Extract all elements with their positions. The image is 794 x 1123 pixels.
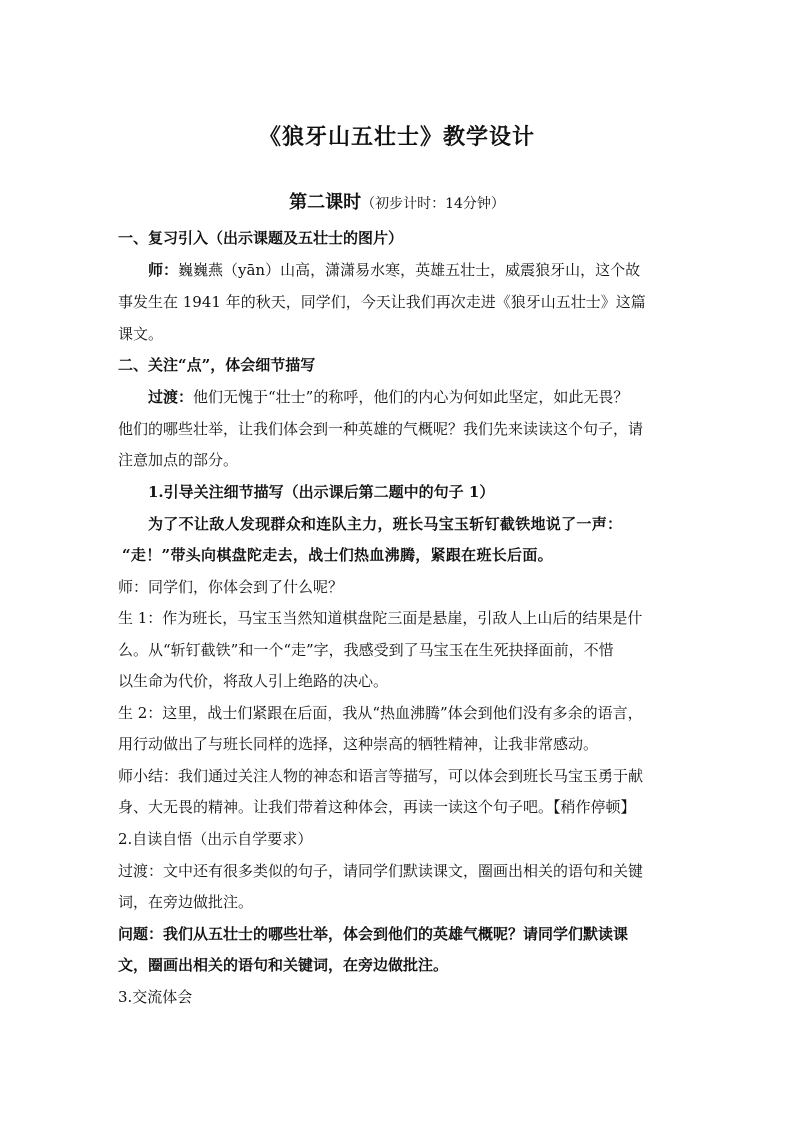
lesson-heading — [0, 188, 794, 214]
paragraph-line — [148, 260, 708, 280]
paragraph-line: 事发生在 1941 年的秋天，同学们，今天让我们再次走进《狼牙山五壮士》这篇 — [118, 293, 646, 311]
student2-answer-line: 生 2：这里，战士们紧跟在后面，我从“热血沸腾”体会到他们没有多余的语言， — [118, 704, 643, 722]
paragraph-text: 巍巍燕（yān）山高，潇潇易水寒，英雄五壮士，威震狼牙山，这个故 — [178, 261, 641, 279]
section-heading-details: 二、关注“点”，体会细节描写 — [118, 356, 316, 374]
teacher-question: 师：同学们，你体会到了什么呢？ — [118, 578, 344, 596]
section-heading-review: 一、复习引入（出示课题及五壮士的图片） — [118, 229, 404, 247]
speaker-label: 师： — [148, 261, 179, 279]
quote-line: 为了不让敌人发现群众和连队主力，班长马宝玉斩钉截铁地说了一声： — [148, 515, 623, 533]
transition-label: 过渡： — [148, 388, 194, 406]
teacher-summary-line: 身、大无畏的精神。让我们带着这种体会，再读一读这个句子吧。【稍作停顿】 — [118, 798, 636, 816]
paragraph-line: 注意加点的部分。 — [118, 451, 239, 469]
document-title: 《狼牙山五壮士》教学设计 — [258, 124, 535, 150]
step-heading-2: 2.自读自悟（出示自学要求） — [118, 830, 313, 848]
paragraph-line: 课文。 — [118, 325, 164, 343]
paragraph-line — [148, 387, 708, 407]
step-heading-3: 3.交流体会 — [118, 988, 193, 1006]
transition2-line: 词，在旁边做批注。 — [118, 893, 254, 911]
step-heading-1: 1.引导关注细节描写（出示课后第二题中的句子 1） — [148, 483, 495, 501]
student1-answer-line: 么。从“斩钉截铁”和一个“走”字，我感受到了马宝玉在生死抉择面前，不惜 — [118, 641, 614, 659]
question-line: 文，圈画出相关的语句和关键词，在旁边做批注。 — [118, 956, 449, 974]
student1-answer-line: 生 1：作为班长，马宝玉当然知道棋盘陀三面是悬崖，引敌人上山后的结果是什 — [118, 609, 643, 627]
quote-line: “走！”带头向棋盘陀走去，战士们热血沸腾，紧跟在班长后面。 — [122, 546, 553, 564]
paragraph-line: 他们的哪些壮举，让我们体会到一种英雄的气概呢？我们先来读读这个句子，请 — [118, 420, 644, 438]
student1-answer-line: 以生命为代价，将敌人引上绝路的决心。 — [118, 672, 389, 690]
question-line: 问题：我们从五壮士的哪些壮举，体会到他们的英雄气概呢？请同学们默读课 — [118, 925, 629, 943]
student2-answer-line: 用行动做出了与班长同样的选择，这种崇高的牺牲精神，让我非常感动。 — [118, 735, 599, 753]
paragraph-text: 他们无愧于“壮士”的称呼，他们的内心为何如此坚定，如此无畏？ — [193, 388, 629, 406]
lesson-time-note: （初步计时：14分钟） — [361, 196, 505, 212]
lesson-label: 第二课时 — [289, 192, 362, 213]
transition2-line: 过渡：文中还有很多类似的句子，请同学们默读课文，圈画出相关的语句和关键 — [118, 862, 644, 880]
teacher-summary-line: 师小结：我们通过关注人物的神态和语言等描写，可以体会到班长马宝玉勇于献 — [118, 767, 644, 785]
